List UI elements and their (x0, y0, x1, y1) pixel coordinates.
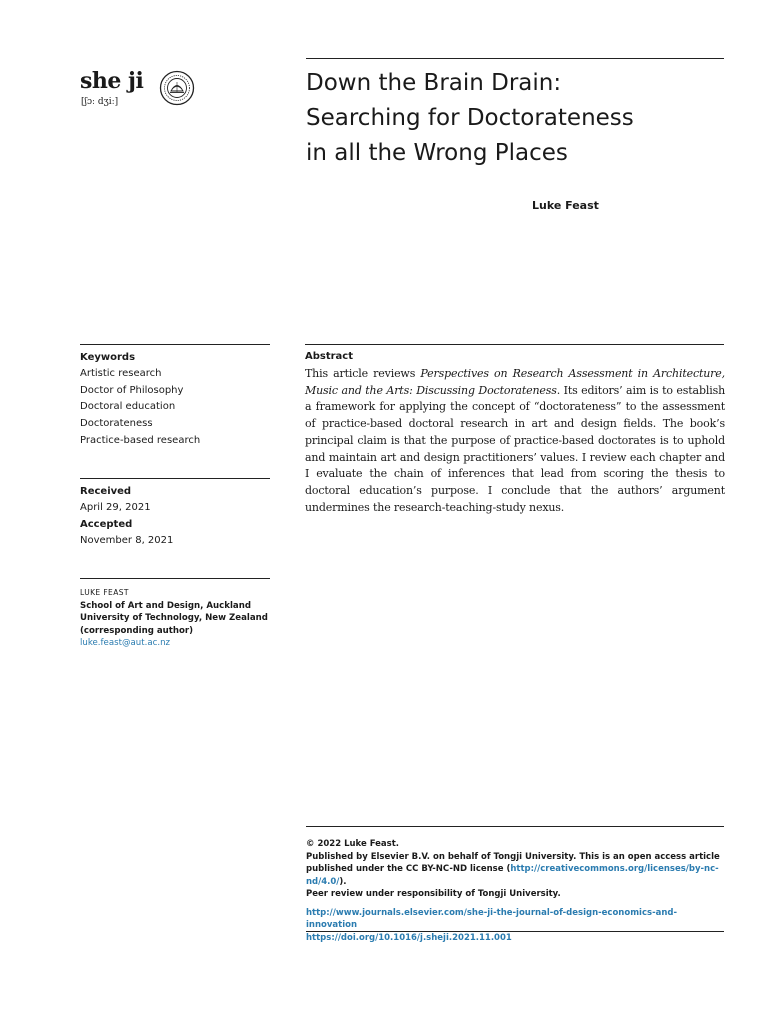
publisher-statement (306, 851, 724, 889)
affiliation-rule (80, 578, 270, 579)
author-email-link[interactable]: luke.feast@aut.ac.nz (80, 638, 171, 649)
keywords-heading: Keywords (80, 352, 136, 363)
title-line: Searching for Doctorateness (306, 105, 634, 131)
footer-top-rule (306, 826, 724, 827)
peer-review-statement: Peer review under responsibility of Tongji University. (306, 889, 561, 899)
keywords-rule (80, 344, 270, 345)
keyword-item: Artistic research (80, 368, 162, 379)
keyword-item: Doctoral education (80, 401, 176, 413)
journal-link[interactable]: http://www.journals.elsevier.com/she-ji-the-journal-of-design-economics-and-innovation (306, 907, 677, 930)
keyword-item: Doctorateness (80, 418, 153, 430)
doi-link[interactable]: https://doi.org/10.1016/j.sheji.2021.11.001 (306, 932, 512, 943)
journal-name: she ji (80, 68, 144, 94)
copyright-line: © 2022 Luke Feast. (306, 839, 400, 849)
footer-bottom-rule (306, 931, 724, 932)
dates-rule (80, 478, 270, 479)
keywords-section (80, 350, 272, 450)
title-line: Down the Brain Drain: (306, 70, 562, 96)
tongji-university-seal-icon (159, 70, 195, 106)
abstract-text: . Its editors’ aim is to establish a framework for applying the concept of “doctorateness” to the assessment of practice-based doctoral research in art and design fields. The book’s principal claim is that the purpose of practice-based doctorates is to uphold and maintain art and design practitioners’ values. I review each chapter and I evaluate the chain of inferences that lead from scoring the thesis to doctoral education’s purpose. I conclude that the authors’ argument undermines the research-teaching-study nexus. (305, 383, 725, 514)
accepted-date: November 8, 2021 (80, 534, 174, 546)
license-link[interactable]: http://creativecommons.org/licenses/by-nc-nd/4.0/ (306, 864, 719, 887)
abstract-book-title: Perspectives on Research Assessment in Architecture, Music and the Arts: Discussing Doctorateness (305, 367, 725, 397)
footer-section (306, 838, 724, 944)
abstract-intro: This article reviews (305, 367, 421, 380)
abstract-section (305, 350, 725, 516)
affiliation-section (80, 587, 272, 650)
title-line: in all the Wrong Places (306, 140, 568, 166)
journal-logo (80, 68, 200, 113)
received-date: April 29, 2021 (80, 502, 151, 513)
publisher-text-end: ). (339, 876, 347, 887)
accepted-label: Accepted (80, 518, 133, 530)
abstract-rule (305, 344, 724, 345)
abstract-body (305, 366, 725, 516)
publisher-text: Published by Elsevier B.V. on behalf of Tongji University. This is an open access article published under the CC BY-NC-ND license ( (306, 851, 720, 874)
article-title (306, 66, 726, 171)
article-author: Luke Feast (532, 199, 599, 212)
abstract-heading: Abstract (305, 351, 354, 362)
dates-section (80, 484, 272, 549)
received-label: Received (80, 486, 132, 497)
affiliation-line: School of Art and Design, Auckland (80, 600, 251, 611)
affiliation-name: LUKE FEAST (80, 588, 129, 597)
keyword-item: Practice-based research (80, 434, 201, 446)
journal-pronunciation: [ʃɔː dʒiː] (81, 97, 119, 107)
title-top-rule (306, 58, 724, 59)
keyword-item: Doctor of Philosophy (80, 384, 184, 396)
affiliation-line: University of Technology, New Zealand (80, 613, 268, 624)
affiliation-line: (corresponding author) (80, 625, 194, 636)
